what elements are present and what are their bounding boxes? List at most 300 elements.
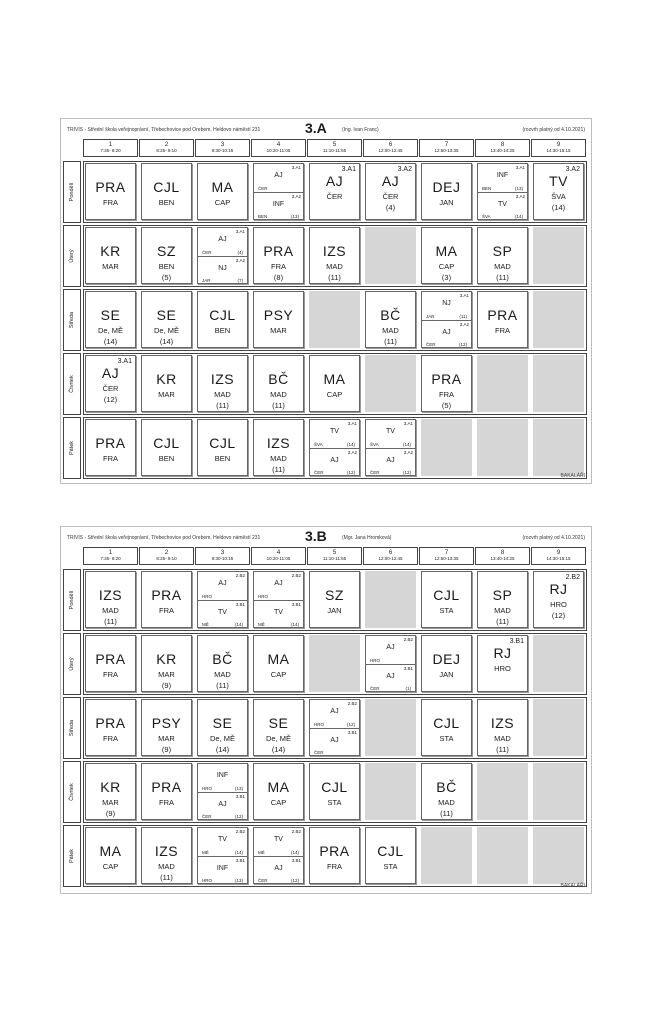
period-time: 14:30-15:15: [546, 556, 571, 561]
lesson-cell: [197, 571, 248, 628]
teacher: STA: [383, 862, 398, 871]
day-label: [63, 569, 81, 631]
period-number: 9: [556, 142, 561, 148]
period-time: 7:35- 8:20: [100, 556, 121, 561]
lesson-cell: [253, 827, 304, 884]
subject: MA: [435, 243, 458, 259]
group-label: 3.A1: [117, 358, 132, 365]
group-room: 3.A1: [235, 229, 245, 234]
period-header: [419, 139, 474, 157]
group-room: 3.B1: [235, 601, 245, 607]
lesson-cell: [421, 635, 472, 692]
subject: CJL: [209, 435, 236, 451]
empty-cell: [477, 763, 528, 820]
group-room-number: (7): [237, 278, 243, 283]
group-room: 2.B2: [235, 829, 245, 834]
timetable-3b: [60, 526, 592, 894]
lesson-cell: [141, 291, 192, 348]
subject: PRA: [319, 843, 350, 859]
teacher: FRA: [439, 390, 454, 399]
group-room: 3.A2: [403, 449, 413, 455]
lesson-cell: [85, 827, 136, 884]
subject: KR: [156, 651, 177, 667]
teacher: MAD: [438, 798, 455, 807]
day-label: [63, 161, 81, 223]
period-time: 13:40-14:25: [490, 556, 515, 561]
group-room-number: (13): [234, 878, 243, 883]
subject: CJL: [433, 587, 460, 603]
school-name: TRIVIS - Střední škola veřejnoprávní, Třebechovice pod Orebem, Heldovo náměstí 231: [67, 535, 261, 541]
lesson-cell: [197, 355, 248, 412]
valid-from: (rozvrh platný od 4.10.2021): [522, 535, 585, 541]
room-number: (11): [216, 681, 229, 690]
lesson-cell: [477, 163, 528, 220]
group-subject: AJ: [386, 644, 395, 651]
period-number: 5: [332, 550, 337, 556]
subject: RJ: [549, 581, 568, 597]
group-subject: AJ: [330, 708, 339, 715]
subject: KR: [156, 371, 177, 387]
group-label: 2.B2: [565, 574, 580, 581]
period-number: 5: [332, 142, 337, 148]
subject: DEJ: [432, 651, 461, 667]
group-teacher: BEN: [258, 214, 268, 219]
subject: AJ: [325, 173, 344, 189]
group-room: 3.B1: [403, 665, 413, 671]
teacher: MAD: [326, 262, 343, 271]
lesson-cell: [197, 291, 248, 348]
day-name: Středa: [69, 311, 75, 329]
lesson-cell: [309, 355, 360, 412]
subject: PRA: [263, 243, 294, 259]
teacher: FRA: [103, 670, 118, 679]
period-number: 1: [108, 550, 113, 556]
lesson-group: [254, 192, 303, 221]
lesson-cell: [85, 699, 136, 756]
period-number: 6: [388, 550, 393, 556]
group-subject: INF: [496, 172, 509, 179]
subject: DEJ: [432, 179, 461, 195]
group-room: 3.A1: [515, 165, 525, 170]
teacher: FRA: [103, 734, 118, 743]
subject: PRA: [95, 179, 126, 195]
teacher: BEN: [158, 198, 175, 207]
teacher: MAR: [270, 326, 287, 335]
lesson-cell: [533, 571, 584, 628]
lesson-cell: [197, 227, 248, 284]
group-room: 3.B1: [235, 857, 245, 863]
lesson-group: [198, 256, 247, 285]
class-name: 3.B: [305, 528, 327, 544]
group-room: 3.A2: [347, 449, 357, 455]
group-room: 3.A2: [235, 257, 245, 263]
period-header: [363, 139, 418, 157]
period-time: 12:50-13:35: [434, 556, 459, 561]
bakalari-logo: BAKALÁŘI: [560, 883, 585, 889]
group-subject: AJ: [218, 236, 227, 243]
class-teacher: (Ing. Ivan Franc): [342, 127, 379, 133]
group-room: 3.A1: [459, 293, 469, 298]
teacher: JAN: [327, 606, 342, 615]
subject: CJL: [321, 779, 348, 795]
empty-cell: [533, 355, 584, 412]
subject: PRA: [151, 779, 182, 795]
lesson-cell: [253, 571, 304, 628]
subject: RJ: [493, 645, 512, 661]
group-room-number: (14): [514, 214, 523, 219]
subject: CJL: [153, 435, 180, 451]
day-label: [63, 633, 81, 695]
bakalari-logo: BAKALÁŘI: [560, 473, 585, 479]
period-time: 9:30-10:15: [211, 556, 234, 561]
teacher: MAD: [158, 862, 175, 871]
group-room-number: (14): [346, 441, 355, 447]
empty-cell: [421, 827, 472, 884]
group-room-number: (12): [290, 878, 299, 883]
group-teacher: HRO: [258, 593, 268, 599]
lesson-cell: [421, 699, 472, 756]
lesson-cell: [365, 163, 416, 220]
group-room-number: (12): [402, 470, 411, 475]
day-label: [63, 353, 81, 415]
room-number: (11): [384, 337, 397, 346]
teacher: FRA: [159, 798, 174, 807]
period-number: 1: [108, 142, 113, 148]
lesson-cell: [365, 291, 416, 348]
teacher: CAP: [214, 198, 231, 207]
period-number: 9: [556, 550, 561, 556]
room-number: (11): [496, 273, 509, 282]
lesson-cell: [477, 635, 528, 692]
group-room: 3.A2: [515, 193, 525, 199]
day-name: Pátek: [69, 848, 75, 864]
subject: IZS: [490, 715, 515, 731]
empty-cell: [365, 699, 416, 756]
day-label: [63, 289, 81, 351]
period-header: [475, 547, 530, 565]
teacher: MAD: [102, 606, 119, 615]
teacher: JAN: [439, 670, 454, 679]
group-subject: AJ: [442, 328, 451, 336]
group-teacher: HRO: [314, 721, 324, 727]
teacher: BEN: [214, 326, 231, 335]
group-room-number: (14): [234, 849, 243, 855]
teacher: MAD: [494, 734, 511, 743]
subject: PRA: [487, 307, 518, 323]
lesson-group: [366, 448, 415, 477]
empty-cell: [309, 291, 360, 348]
teacher: HRO: [494, 664, 511, 673]
lesson-cell: [253, 355, 304, 412]
group-subject: AJ: [330, 736, 339, 744]
subject: PSY: [151, 715, 182, 731]
group-label: 3.A2: [565, 166, 580, 173]
group-label: 3.B1: [509, 638, 524, 645]
teacher: BEN: [158, 262, 175, 271]
teacher: FRA: [159, 606, 174, 615]
subject: MA: [211, 179, 234, 195]
valid-from: (rozvrh platný od 4.10.2021): [522, 127, 585, 133]
lesson-group: [198, 856, 247, 885]
room-number: (14): [271, 745, 286, 754]
lesson-cell: [477, 571, 528, 628]
group-room-number: (12): [458, 342, 467, 347]
subject: CJL: [209, 307, 236, 323]
subject: PRA: [95, 651, 126, 667]
teacher: BEN: [214, 454, 231, 463]
lesson-group: [366, 664, 415, 693]
class-name: 3.A: [305, 120, 327, 136]
empty-cell: [365, 227, 416, 284]
subject: BČ: [212, 651, 233, 667]
group-room: 2.B2: [291, 829, 301, 834]
group-room-number: (12): [346, 470, 355, 475]
teacher: FRA: [103, 198, 118, 207]
subject: CJL: [377, 843, 404, 859]
lesson-cell: [365, 827, 416, 884]
school-name: TRIVIS - Střední škola veřejnoprávní, Třebechovice pod Orebem, Heldovo náměstí 231: [67, 127, 261, 133]
room-number: (11): [272, 465, 285, 474]
lesson-cell: [141, 419, 192, 476]
lesson-cell: [421, 163, 472, 220]
group-room: 3.B1: [235, 793, 245, 799]
group-teacher: HRO: [202, 785, 212, 791]
timetable-3a: [60, 118, 592, 484]
day-name: Pondělí: [69, 182, 75, 202]
group-subject: AJ: [386, 672, 395, 680]
teacher: STA: [327, 798, 342, 807]
teacher: BEN: [158, 454, 175, 463]
group-subject: TV: [274, 836, 283, 843]
group-subject: AJ: [386, 456, 395, 464]
subject: IZS: [266, 435, 291, 451]
group-room: 2.B2: [403, 637, 413, 642]
teacher: MAR: [102, 262, 119, 271]
empty-cell: [421, 419, 472, 476]
lesson-cell: [85, 635, 136, 692]
room-number: (5): [161, 273, 172, 282]
group-subject: INF: [272, 200, 285, 208]
period-header: [531, 547, 586, 565]
lesson-group: [310, 420, 359, 448]
room-number: (8): [273, 273, 284, 282]
lesson-cell: [197, 699, 248, 756]
subject: SZ: [157, 243, 176, 259]
teacher: JAN: [439, 198, 454, 207]
lesson-cell: [85, 163, 136, 220]
subject: IZS: [98, 587, 123, 603]
period-time: 8:25- 9:10: [156, 148, 177, 153]
lesson-group: [422, 292, 471, 320]
teacher: MAR: [102, 798, 119, 807]
period-time: 9:30-10:15: [211, 148, 234, 153]
lesson-cell: [141, 571, 192, 628]
lesson-cell: [365, 419, 416, 476]
subject: PRA: [95, 435, 126, 451]
timetable-header: [61, 527, 591, 545]
period-number: 7: [444, 550, 449, 556]
lesson-cell: [477, 291, 528, 348]
group-room-number: (1): [405, 686, 411, 691]
subject: IZS: [210, 371, 235, 387]
period-time: 11:10-11:55: [322, 148, 347, 153]
lesson-cell: [141, 163, 192, 220]
subject: MA: [267, 651, 290, 667]
teacher: MAD: [270, 454, 287, 463]
subject: KR: [100, 779, 121, 795]
group-subject: AJ: [274, 172, 283, 179]
lesson-cell: [309, 571, 360, 628]
group-room-number: (13): [234, 785, 243, 791]
lesson-cell: [309, 699, 360, 756]
group-room-number: (14): [402, 441, 411, 447]
group-room-number: (4): [237, 249, 243, 255]
empty-cell: [533, 419, 584, 476]
subject: IZS: [322, 243, 347, 259]
period-header: [307, 139, 362, 157]
group-room: 3.B1: [347, 729, 357, 735]
empty-cell: [533, 291, 584, 348]
teacher: MAD: [494, 262, 511, 271]
period-time: 8:25- 9:10: [156, 556, 177, 561]
day-label: [63, 225, 81, 287]
lesson-cell: [421, 227, 472, 284]
lesson-cell: [85, 763, 136, 820]
lesson-cell: [197, 827, 248, 884]
lesson-group: [254, 164, 303, 192]
lesson-cell: [85, 571, 136, 628]
lesson-cell: [253, 291, 304, 348]
group-room-number: (12): [234, 814, 243, 819]
lesson-cell: [309, 227, 360, 284]
period-time: 12:00-12:45: [378, 148, 403, 153]
period-header: [251, 547, 306, 565]
period-number: 3: [220, 142, 225, 148]
lesson-cell: [197, 635, 248, 692]
empty-cell: [477, 827, 528, 884]
group-subject: TV: [274, 608, 283, 616]
room-number: (11): [160, 873, 173, 882]
lesson-cell: [421, 571, 472, 628]
teacher: CAP: [102, 862, 119, 871]
teacher: FRA: [271, 262, 286, 271]
room-number: (9): [105, 809, 116, 818]
teacher: CAP: [326, 390, 343, 399]
lesson-cell: [253, 163, 304, 220]
group-teacher: JAR: [426, 313, 435, 319]
timetable-header: [61, 119, 591, 137]
lesson-group: [198, 792, 247, 821]
period-header: [475, 139, 530, 157]
group-subject: TV: [386, 428, 395, 435]
subject: AJ: [381, 173, 400, 189]
group-subject: TV: [498, 200, 507, 208]
group-room: 3.A2: [459, 321, 469, 327]
period-time: 11:10-11:55: [322, 556, 347, 561]
teacher: MAD: [214, 390, 231, 399]
room-number: (11): [440, 809, 453, 818]
empty-cell: [533, 699, 584, 756]
lesson-group: [254, 572, 303, 600]
period-header: [139, 139, 194, 157]
lesson-cell: [253, 699, 304, 756]
lesson-cell: [253, 635, 304, 692]
period-number: 8: [500, 550, 505, 556]
subject: PRA: [151, 587, 182, 603]
period-header: [195, 139, 250, 157]
group-room: 3.A1: [291, 165, 301, 170]
room-number: (11): [496, 745, 509, 754]
group-label: 3.A2: [397, 166, 412, 173]
group-teacher: ČER: [370, 686, 380, 691]
group-label: 3.A1: [341, 166, 356, 173]
day-name: Úterý: [69, 657, 75, 671]
day-label: [63, 697, 81, 759]
subject: SE: [212, 715, 233, 731]
room-number: (14): [551, 203, 566, 212]
group-room-number: (13): [514, 185, 523, 191]
lesson-group: [478, 192, 527, 221]
subject: IZS: [154, 843, 179, 859]
period-header: [139, 547, 194, 565]
group-subject: NJ: [442, 300, 451, 307]
subject: SE: [100, 307, 121, 323]
subject: PRA: [95, 715, 126, 731]
empty-cell: [365, 763, 416, 820]
teacher: HRO: [550, 600, 567, 609]
teacher: MAD: [214, 670, 231, 679]
group-teacher: ČER: [370, 470, 380, 475]
period-header: [531, 139, 586, 157]
group-teacher: HRO: [202, 593, 212, 599]
room-number: (14): [215, 745, 230, 754]
teacher: De, MĚ: [209, 734, 235, 743]
day-label: [63, 825, 81, 887]
lesson-group: [198, 828, 247, 856]
lesson-cell: [197, 419, 248, 476]
group-teacher: ČER: [314, 470, 324, 475]
lesson-group: [310, 448, 359, 477]
lesson-cell: [253, 763, 304, 820]
lesson-cell: [309, 827, 360, 884]
period-number: 7: [444, 142, 449, 148]
group-subject: TV: [330, 428, 339, 435]
group-subject: INF: [216, 772, 229, 779]
group-room: 2.B2: [235, 573, 245, 578]
period-time: 10:20-11:05: [266, 148, 291, 153]
lesson-cell: [533, 163, 584, 220]
lesson-group: [310, 700, 359, 728]
lesson-group: [198, 572, 247, 600]
teacher: De, MĚ: [153, 326, 179, 335]
teacher: FRA: [327, 862, 342, 871]
group-subject: AJ: [274, 864, 283, 872]
subject: BČ: [380, 307, 401, 323]
period-header: [195, 547, 250, 565]
empty-cell: [533, 827, 584, 884]
group-room-number: (13): [290, 214, 299, 219]
subject: CJL: [433, 715, 460, 731]
period-header: [419, 547, 474, 565]
subject: BČ: [268, 371, 289, 387]
room-number: (14): [103, 337, 118, 346]
lesson-cell: [141, 763, 192, 820]
lesson-cell: [85, 227, 136, 284]
subject: TV: [549, 173, 568, 189]
lesson-group: [422, 320, 471, 349]
lesson-group: [254, 856, 303, 885]
group-teacher: ČER: [258, 185, 268, 191]
